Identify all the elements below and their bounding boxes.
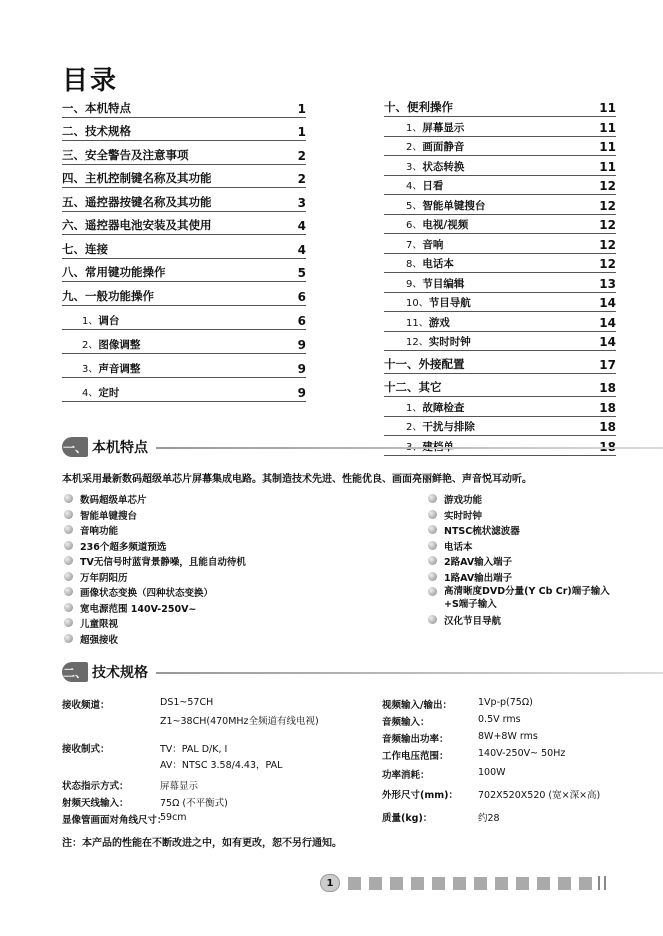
toc-entry[interactable] <box>384 195 616 215</box>
spec-value: AV：NTSC 3.58/4.43，PAL <box>160 760 283 771</box>
spec-label-text: 质量(kg)： <box>382 813 433 824</box>
spec-label <box>62 795 129 809</box>
feature-text: 万年阴阳历 <box>80 572 128 584</box>
toc-entry-page: 9 <box>297 361 306 376</box>
toc-entry-number: 3、 <box>406 161 423 173</box>
bullet-icon <box>428 556 437 565</box>
toc-entry[interactable] <box>384 374 616 397</box>
toc-entry-title: 画面静音 <box>422 141 465 153</box>
toc-entry-label <box>62 384 119 401</box>
toc-entry-page: 12 <box>599 237 616 252</box>
toc-entry-title: 智能单键搜台 <box>422 199 486 212</box>
toc-entry-title: 电视/视频 <box>422 219 469 231</box>
toc-entry-label <box>384 255 454 272</box>
toc-entry-page: 11 <box>599 120 616 135</box>
toc-entry-page: 2 <box>297 148 306 163</box>
bullet-icon <box>64 618 73 627</box>
toc-entry-number: 1、 <box>82 315 99 327</box>
toc-entry-number: 10、 <box>406 298 429 309</box>
spec-label-text: 接收频道： <box>62 700 110 711</box>
toc-entry-label: 一、本机特点 <box>62 100 131 115</box>
toc-entry-page: 1 <box>297 125 306 139</box>
feature-item <box>428 585 618 613</box>
toc-entry-number: 2、 <box>406 142 423 153</box>
section-title: 本机特点 <box>92 440 148 456</box>
toc-entry-page: 12 <box>599 218 616 232</box>
toc-entry-label <box>384 138 464 155</box>
toc-entry-label <box>384 294 471 311</box>
toc-entry-page: 18 <box>599 400 616 415</box>
bullet-icon <box>64 494 73 503</box>
toc-entry-label: 十二、其它 <box>384 380 442 394</box>
toc-entry[interactable] <box>62 378 306 402</box>
toc-entry-number: 3、 <box>82 363 99 375</box>
feature-item <box>428 570 618 586</box>
toc-entry-label: 六、遥控器电池安装及其使用 <box>62 218 212 232</box>
toc-entry-label <box>384 216 468 233</box>
toc-entry-label <box>384 275 464 292</box>
toc-entry[interactable] <box>384 215 616 235</box>
toc-entry[interactable] <box>62 330 306 354</box>
spec-label <box>382 748 449 762</box>
toc-entry-page: 17 <box>599 358 616 372</box>
feature-item <box>428 523 618 539</box>
toc-entry-label <box>384 333 471 350</box>
toc-entry-page: 4 <box>297 219 306 233</box>
toc-entry-page: 9 <box>297 385 306 400</box>
section-specs-header <box>62 661 148 683</box>
feature-item <box>428 508 618 524</box>
toc-entry-label: 十一、外接配置 <box>384 357 465 371</box>
decor-square <box>348 877 361 890</box>
toc-entry-number: 8、 <box>406 259 423 270</box>
page-number: 1 <box>320 874 340 892</box>
feature-item <box>64 554 246 570</box>
toc-entry-title: 实时时钟 <box>428 336 471 348</box>
bullet-icon <box>428 615 437 624</box>
toc-entry-label <box>384 177 443 194</box>
toc-right <box>384 94 616 456</box>
toc-entry-number: 4、 <box>406 181 423 192</box>
decor-endcap <box>598 876 606 890</box>
bullet-icon <box>64 587 73 596</box>
feature-item <box>428 539 618 555</box>
toc-entry-page: 18 <box>599 381 616 395</box>
toc-entry[interactable] <box>384 254 616 274</box>
feature-text: 电话本 <box>444 541 473 553</box>
toc-entry-title: 音响 <box>422 238 444 251</box>
toc-entry[interactable] <box>384 312 616 332</box>
page-title: 目录 <box>62 66 119 96</box>
bullet-icon <box>64 556 73 565</box>
decor-square <box>558 877 571 890</box>
toc-entry-page: 12 <box>599 198 616 213</box>
decor-square <box>495 877 508 890</box>
decor-square <box>453 877 466 890</box>
decor-square <box>411 877 424 890</box>
spec-label-text: 视频输入/输出： <box>382 700 452 711</box>
toc-entry-title: 电话本 <box>422 258 454 270</box>
spec-label-text: 外形尺寸(mm)： <box>382 790 458 801</box>
toc-entry-title: 调台 <box>98 314 120 327</box>
toc-entry[interactable] <box>62 141 306 165</box>
feature-text: NTSC梳状滤波器 <box>444 526 520 537</box>
spec-label-text: 射频天线输入： <box>62 798 129 809</box>
toc-entry-label: 七、连接 <box>62 241 108 256</box>
toc-entry-label <box>384 158 464 175</box>
feature-item <box>64 523 246 539</box>
toc-entry-label: 二、技术规格 <box>62 124 131 138</box>
spec-label <box>62 697 110 711</box>
toc-entry-page: 12 <box>599 257 616 271</box>
toc-entry[interactable] <box>384 293 616 313</box>
feature-text: 高清晰度DVD分量(Y Cb Cr)端子输入+S端子输入 <box>444 586 610 610</box>
spec-value: 59cm <box>160 812 187 823</box>
spec-label <box>382 697 452 711</box>
toc-entry-page: 5 <box>297 266 306 280</box>
toc-entry[interactable] <box>62 306 306 330</box>
feature-item <box>64 539 246 555</box>
spec-label-text: 状态指示方式： <box>62 781 129 792</box>
toc-entry[interactable] <box>62 354 306 378</box>
toc-entry-label: 三、安全警告及注意事项 <box>62 147 189 162</box>
toc-entry[interactable] <box>384 351 616 374</box>
spec-value: Z1~38CH(470MHz全频道有线电视) <box>160 716 319 727</box>
toc-entry-number: 5、 <box>406 200 423 212</box>
toc-entry-number: 1、 <box>406 402 423 414</box>
toc-entry-page: 11 <box>599 101 616 115</box>
feature-item <box>64 616 246 632</box>
toc-entry[interactable] <box>384 436 616 456</box>
spec-label-text: 音频输出功率： <box>382 734 449 745</box>
toc-entry[interactable] <box>384 234 616 254</box>
feature-item <box>64 492 246 508</box>
spec-value: 1Vp-p(75Ω) <box>478 697 533 708</box>
toc-entry-label <box>384 119 464 136</box>
bullet-icon <box>64 634 73 643</box>
spec-label-text: 音频输入： <box>382 717 430 728</box>
bullet-icon <box>428 510 437 519</box>
feature-text: 实时时钟 <box>444 510 483 522</box>
spec-label-text: 工作电压范围： <box>382 751 449 762</box>
toc-entry-number: 6、 <box>406 220 423 231</box>
toc-entry-label <box>62 336 140 353</box>
feature-item <box>64 570 246 586</box>
toc-entry-number: 2、 <box>406 422 423 433</box>
bullet-icon <box>64 510 73 519</box>
feature-text: 儿童限视 <box>80 619 119 630</box>
toc-entry[interactable] <box>384 273 616 293</box>
decor-square <box>390 877 403 890</box>
spec-value: 702X520X520 (宽×深×高) <box>478 790 601 801</box>
feature-item <box>428 492 618 508</box>
toc-entry[interactable] <box>384 137 616 157</box>
feature-text: 游戏功能 <box>444 495 483 506</box>
decor-square <box>516 877 529 890</box>
toc-entry-page: 2 <box>297 172 306 186</box>
toc-entry-number: 1、 <box>406 122 423 134</box>
toc-entry[interactable] <box>62 94 306 118</box>
section-features-header <box>62 436 148 458</box>
spec-label <box>382 731 449 745</box>
toc-entry-title: 定时 <box>98 386 120 399</box>
bullet-icon <box>64 541 73 550</box>
spec-label <box>62 778 129 792</box>
spec-label <box>62 741 110 755</box>
toc-entry-number: 2、 <box>82 339 99 351</box>
toc-entry[interactable] <box>384 332 616 352</box>
toc-entry-label <box>384 438 454 455</box>
toc-entry-label: 八、常用键功能操作 <box>62 265 166 279</box>
toc-entry[interactable] <box>62 235 306 259</box>
feature-text: 音响功能 <box>80 526 119 537</box>
toc-left <box>62 94 306 402</box>
toc-entry-title: 日看 <box>422 180 444 192</box>
note: 注：本产品的性能在不断改进之中，如有更改，恕不另行通知。 <box>62 838 342 849</box>
divider <box>156 672 663 674</box>
toc-entry-label: 五、遥控器按键名称及其功能 <box>62 194 212 209</box>
toc-entry-label <box>62 360 140 377</box>
intro-text: 本机采用最新数码超级单芯片屏幕集成电路。其制造技术先进、性能优良、画面亮丽鲜艳、声音悦耳动听。 <box>62 474 532 485</box>
feature-text: 数码超级单芯片 <box>80 495 147 506</box>
toc-entry-page: 4 <box>297 242 306 257</box>
spec-label <box>382 810 432 824</box>
section-number: 二、 <box>62 662 88 682</box>
spec-value: 8W+8W rms <box>478 731 538 742</box>
decor-square <box>432 877 445 890</box>
toc-entry-title: 声音调整 <box>98 362 141 375</box>
feature-text: 2路AV输入端子 <box>444 557 513 568</box>
bullet-icon <box>428 525 437 534</box>
feature-text: 画像状态变换（四种状态变换） <box>80 588 214 599</box>
section-number: 一、 <box>62 437 88 457</box>
toc-entry-page: 9 <box>297 337 306 352</box>
decor-square <box>537 877 550 890</box>
bullet-icon <box>428 587 437 596</box>
feature-item <box>428 613 618 629</box>
toc-entry-label: 九、一般功能操作 <box>62 288 154 303</box>
feature-text: 超强接收 <box>80 634 119 646</box>
toc-entry-number: 9、 <box>406 278 423 290</box>
toc-entry[interactable] <box>62 282 306 306</box>
toc-entry-page: 12 <box>599 179 616 193</box>
toc-entry-page: 18 <box>599 420 616 434</box>
spec-value: 0.5V rms <box>478 714 521 725</box>
toc-entry-title: 节目编辑 <box>422 277 465 290</box>
toc-entry[interactable] <box>384 94 616 117</box>
toc-entry[interactable] <box>62 212 306 236</box>
feature-text: 汉化节目导航 <box>444 616 502 627</box>
feature-text: TV无信号时蓝背景静噪，且能自动待机 <box>80 557 246 568</box>
toc-entry[interactable] <box>384 117 616 137</box>
bullet-icon <box>428 494 437 503</box>
toc-entry-title: 状态转换 <box>422 160 465 173</box>
bullet-icon <box>64 603 73 612</box>
bullet-icon <box>428 572 437 581</box>
toc-entry-page: 3 <box>297 195 306 210</box>
toc-entry-label <box>62 312 119 329</box>
toc-entry-number: 7、 <box>406 239 423 251</box>
toc-entry-page: 14 <box>599 335 616 349</box>
toc-entry-page: 14 <box>599 296 616 310</box>
toc-entry[interactable] <box>384 176 616 196</box>
toc-entry-label <box>384 399 464 416</box>
spec-label <box>382 714 430 728</box>
toc-entry-page: 14 <box>599 315 616 330</box>
toc-entry-title: 游戏 <box>428 316 450 329</box>
toc-entry-title: 故障检查 <box>422 401 465 414</box>
toc-entry-page: 11 <box>599 159 616 174</box>
toc-entry[interactable] <box>384 397 616 417</box>
toc-entry-label: 十、便利操作 <box>384 100 453 114</box>
feature-text: 1路AV输出端子 <box>444 572 513 584</box>
page-footer <box>320 874 606 892</box>
features-left <box>64 492 246 647</box>
decor-square <box>474 877 487 890</box>
feature-item <box>428 554 618 570</box>
toc-entry-label <box>384 314 450 331</box>
feature-item <box>64 508 246 524</box>
spec-label <box>62 812 167 826</box>
toc-entry-title: 图像调整 <box>98 338 141 351</box>
toc-entry-label <box>384 197 485 214</box>
spec-label-text: 显像管画面对角线尺寸： <box>62 815 167 826</box>
feature-item <box>64 585 246 601</box>
bullet-icon <box>64 525 73 534</box>
toc-entry-page: 11 <box>599 140 616 154</box>
section-title: 技术规格 <box>92 665 148 681</box>
toc-entry-title: 干扰与排除 <box>422 421 475 433</box>
toc-entry-page: 1 <box>297 101 306 116</box>
spec-value: TV：PAL D/K, I <box>160 744 228 755</box>
decor-square <box>369 877 382 890</box>
spec-label-text: 功率消耗： <box>382 770 430 781</box>
toc-entry[interactable] <box>384 156 616 176</box>
spec-value: 100W <box>478 767 506 778</box>
toc-entry[interactable] <box>62 188 306 212</box>
toc-entry-page: 13 <box>599 276 616 291</box>
spec-value: 约28 <box>478 813 500 824</box>
toc-entry-title: 屏幕显示 <box>422 121 465 134</box>
toc-entry-page: 6 <box>297 289 306 304</box>
toc-entry-page: 6 <box>297 313 306 328</box>
spec-value: 屏幕显示 <box>160 781 199 792</box>
toc-entry-number: 4、 <box>82 387 99 399</box>
spec-value: 75Ω (不平衡式) <box>160 798 228 809</box>
spec-label <box>382 767 430 781</box>
toc-entry-label <box>384 418 475 435</box>
spec-label-text: 接收制式： <box>62 744 110 755</box>
toc-entry-number: 11、 <box>406 317 429 329</box>
toc-entry[interactable] <box>62 118 306 142</box>
toc-entry-number: 12、 <box>406 337 429 348</box>
toc-entry-label <box>384 236 443 253</box>
decor-square <box>579 877 592 890</box>
feature-text: 宽电源范围 140V-250V~ <box>80 603 197 615</box>
toc-entry[interactable] <box>384 417 616 437</box>
features-right <box>428 492 618 629</box>
toc-entry[interactable] <box>62 259 306 283</box>
feature-text: 智能单键搜台 <box>80 510 138 522</box>
spec-value: DS1~57CH <box>160 697 214 708</box>
toc-entry[interactable] <box>62 165 306 189</box>
feature-item <box>64 632 246 648</box>
bullet-icon <box>64 572 73 581</box>
bullet-icon <box>428 541 437 550</box>
feature-text: 236个超多频道预选 <box>80 541 167 553</box>
spec-label <box>382 787 458 801</box>
spec-value: 140V-250V~ 50Hz <box>478 748 566 759</box>
toc-entry-title: 节目导航 <box>428 297 471 309</box>
divider <box>156 447 663 449</box>
feature-item <box>64 601 246 617</box>
toc-entry-label: 四、主机控制键名称及其功能 <box>62 171 212 185</box>
